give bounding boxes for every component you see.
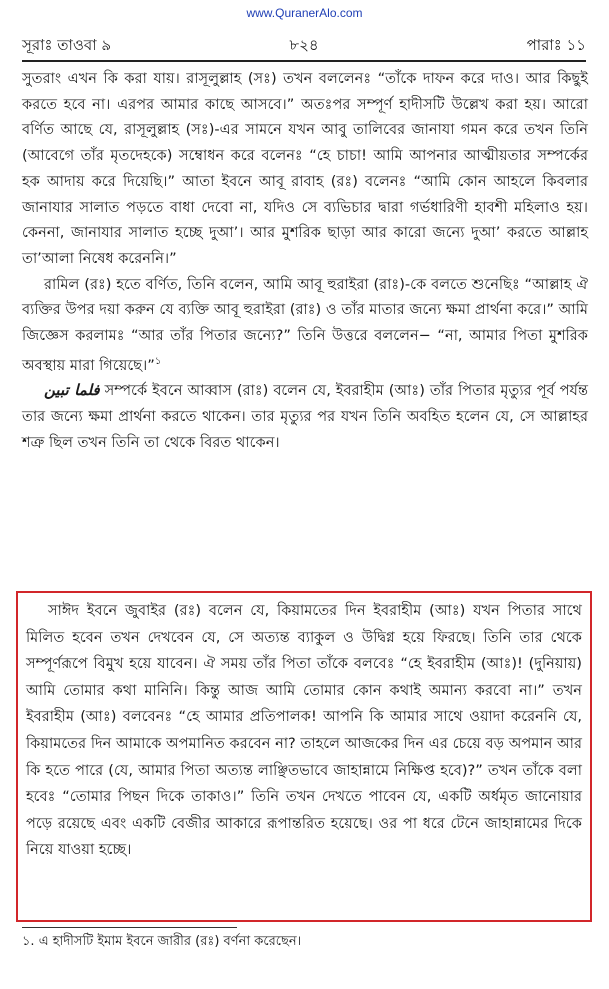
paragraph-3 [22, 378, 588, 455]
highlighted-text: সাঈদ ইবনে জুবাইর (রঃ) বলেন যে, কিয়ামতের দিন ইবরাহীম (আঃ) যখন পিতার সাথে মিলিত হবেন তখন দেখবেন যে, সে অত্যন্ত ব্যাকুল ও উদ্বিগ্ন হয়ে ফিরছে। তিনি তার থেকে সম্পূর্ণরূপে বিমুখ হয়ে যাবেন। ঐ সময় তাঁর পিতা তাঁকে বলবেঃ “হে ইবরাহীম (আঃ)! (দুনিয়ায়) আমি তোমার কথা মানিনি। কিন্তু আজ আমি তোমার কোন কথাই অমান্য করবো না।” তখন ইবরাহীম (আঃ) বলবেনঃ “হে আমার প্রতিপালক! আপনি কি আমার সাথে ওয়াদা করেননি যে, কিয়ামতের দিন আমাকে অপমানিত করবেন না? তাহলে আজকের দিন এর চেয়ে বড় অপমান আর কি হতে পারে (যে, আমার পিতা অত্যন্ত লাঞ্ছিতভাবে জাহান্নামে নিক্ষিপ্ত হবে)?” তখন তাঁকে বলা হবেঃ “তোমার পিছন দিকে তাকাও।” তিনি তখন দেখতে পাবেন যে, একটি অর্ধমৃত জানোয়ার পড়ে রয়েছে এবং একটি বেজীর আকারে রূপান্তরিত হয়েছে। ওর পা ধরে টেনে জাহান্নামের দিকে নিয়ে যাওয়া হচ্ছে। [26, 602, 582, 859]
footnote-marker: ১ [154, 355, 162, 367]
page-number: ৮২৪ [289, 36, 319, 54]
paragraph-3-text: সম্পর্কে ইবনে আব্বাস (রাঃ) বলেন যে, ইবরাহীম (আঃ) তাঁর পিতার মৃত্যুর পূর্ব পর্যন্ত তার জন্যে ক্ষমা প্রার্থনা করতে থাকেন। তার মৃত্যুর পর যখন তিনি অবহিত হলেন যে, সে আল্লাহর শত্রু ছিল তখন তিনি তা থেকে বিরত থাকেন। [22, 382, 589, 451]
para-label: পারাঃ ১১ [526, 36, 586, 54]
site-url[interactable]: www.QuranerAlo.com [246, 6, 363, 20]
footnote-divider [22, 927, 237, 928]
surah-label: সূরাঃ তাওবা ৯ [22, 36, 112, 54]
paragraph-1: সুতরাং এখন কি করা যায়। রাসূলুল্লাহ (সঃ) তখন বললেনঃ “তাঁকে দাফন করে দাও। আর কিছুই করতে হবে না। এরপর আমার কাছে আসবে।” অতঃপর সম্পূর্ণ হাদীসটি উল্লেখ করা হয়। আরো বর্ণিত আছে যে, রাসূলুল্লাহ (সঃ)-এর সামনে যখন আবু তালিবের জানাযা গমন করে তখন তিনি (আবেগে তাঁর মৃতদেহকে) সম্বোধন করে বলেনঃ “হে চাচা! আমি আপনার আত্মীয়তার সম্পর্কের হক আদায় করে দিয়েছি।” আতা ইবনে আবূ রাবাহ (রঃ) বলেনঃ “আমি কোন আহলে কিবলার জানাযার সালাত পড়তে বাধা দেবো না, যদিও সে ব্যভিচার দ্বারা গর্ভধারিণী হাবশী মহিলাও হয়। কেননা, জানাযার সালাত হচ্ছে দুআ’। আর মুশরিক ছাড়া আর কারো জন্যে দুআ’ করতে আল্লাহ তা’আলা নিষেধ করেননি।” [22, 70, 588, 267]
page-header [22, 28, 586, 62]
arabic-phrase: فلما تبين [44, 381, 100, 400]
highlighted-passage [16, 591, 592, 922]
footnote: ১. এ হাদীসটি ইমাম ইবনে জারীর (রঃ) বর্ণনা করেছেন। [22, 934, 302, 949]
paragraph-2-text: রামিল (রঃ) হতে বর্ণিত, তিনি বলেন, আমি আবূ হুরাইরা (রাঃ)-কে বলতে শুনেছিঃ “আল্লাহ ঐ ব্যক্তির উপর দয়া করুন যে ব্যক্তি আবূ হুরাইরা (রাঃ) ও তাঁর মাতার জন্যে ক্ষমা প্রার্থনা করে।” আমি জিজ্ঞেস করলামঃ “আর তাঁর পিতার জন্যে?” তিনি উত্তরে বললেন− “না, আমার পিতা মুশরিক অবস্থায় মারা গিয়েছে।” [22, 275, 588, 374]
paragraph-2 [22, 272, 588, 379]
page-body [22, 66, 588, 455]
